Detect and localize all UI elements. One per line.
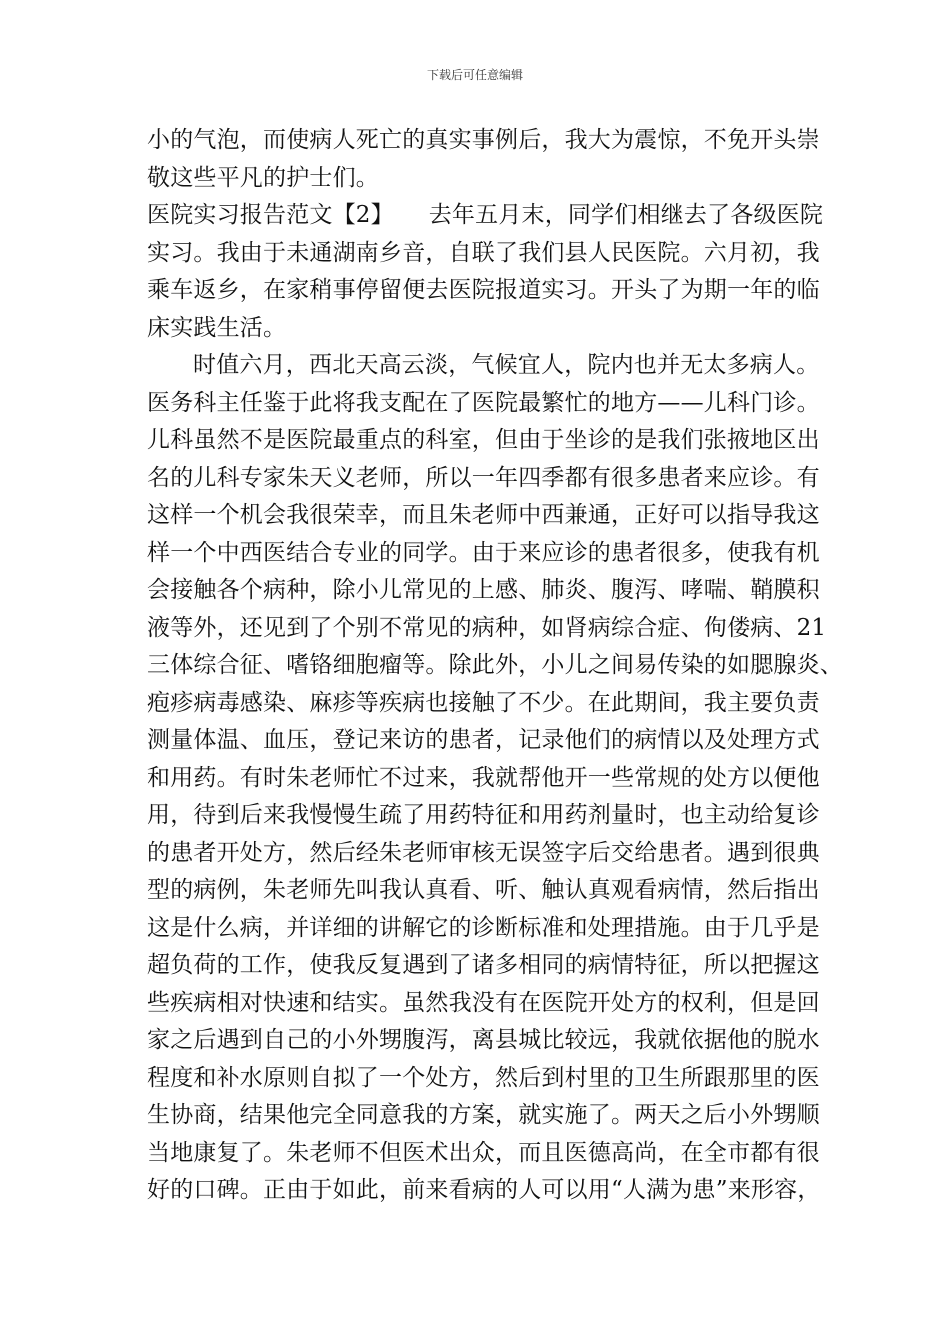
text-line: 生协商，结果他完全同意我的方案，就实施了。两天之后小外甥顺 — [147, 1102, 820, 1128]
text-line: 儿科虽然不是医院最重点的科室，但由于坐诊的是我们张掖地区出 — [147, 427, 820, 453]
text-line: 液等外，还见到了个别不常见的病种，如肾病综合症、佝偻病、21 — [147, 614, 827, 641]
text-line: 当地康复了。朱老师不但医术出众，而且医德高尚，在全市都有很 — [147, 1139, 820, 1166]
text-line: 些疾病相对快速和结实。虽然我没有在医院开处方的权利，但是回 — [147, 989, 820, 1016]
text-line: 家之后遇到自己的小外甥腹泻，离县城比较远，我就依据他的脱水 — [147, 1027, 820, 1053]
text-line: 三体综合征、嗜铬细胞瘤等。除此外，小儿之间易传染的如腮腺炎、 — [147, 652, 843, 678]
text-line: 医务科主任鉴于此将我支配在了医院最繁忙的地方——儿科门诊。 — [147, 389, 820, 416]
page-header: 下载后可任意编辑 — [426, 68, 523, 82]
text-line: 型的病例，朱老师先叫我认真看、听、触认真观看病情，然后指出 — [147, 877, 820, 903]
text-line: 超负荷的工作，使我反复遇到了诸多相同的病情特征，所以把握这 — [147, 952, 820, 978]
text-line: 实习。我由于未通湖南乡音，自联了我们县人民医院。六月初，我 — [147, 239, 820, 266]
text-line: 敬这些平凡的护士们。 — [147, 164, 379, 191]
text-line: 用，待到后来我慢慢生疏了用药特征和用药剂量时，也主动给复诊 — [147, 802, 820, 828]
text-line: 的患者开处方，然后经朱老师审核无误签字后交给患者。遇到很典 — [147, 839, 820, 866]
text-line: 床实践生活。 — [147, 314, 287, 341]
text-line: 样一个中西医结合专业的同学。由于来应诊的患者很多，使我有机 — [147, 539, 820, 566]
text-line: 测量体温、血压，登记来访的患者，记录他们的病情以及处理方式 — [147, 727, 820, 753]
text-line: 好的口碑。正由于如此，前来看病的人可以用“人满为患”来形容， — [147, 1177, 821, 1203]
text-line: 乘车返乡，在家稍事停留便去医院报道实习。开头了为期一年的临 — [147, 277, 820, 303]
text-line: 小的气泡，而使病人死亡的真实事例后，我大为震惊，不免开头崇 — [147, 127, 820, 153]
document-body — [147, 122, 843, 1210]
text-line: 医院实习报告范文【2】 去年五月末，同学们相继去了各级医院 — [147, 202, 824, 228]
text-line: 这是什么病，并详细的讲解它的诊断标准和处理措施。由于几乎是 — [147, 914, 820, 941]
text-line: 和用药。有时朱老师忙不过来，我就帮他开一些常规的处方以便他 — [147, 764, 820, 791]
text-line: 这样一个机会我很荣幸，而且朱老师中西兼通，正好可以指导我这 — [147, 502, 820, 528]
text-line: 程度和补水原则自拟了一个处方，然后到村里的卫生所跟那里的医 — [147, 1064, 820, 1091]
text-line: 名的儿科专家朱天义老师，所以一年四季都有很多患者来应诊。有 — [147, 464, 820, 491]
text-line: 时值六月，西北天高云淡，气候宜人，院内也并无太多病人。 — [193, 352, 820, 378]
text-line: 会接触各个病种，除小儿常见的上感、肺炎、腹泻、哮喘、鞘膜积 — [147, 577, 820, 603]
text-line: 疱疹病毒感染、麻疹等疾病也接触了不少。在此期间，我主要负责 — [147, 689, 820, 716]
